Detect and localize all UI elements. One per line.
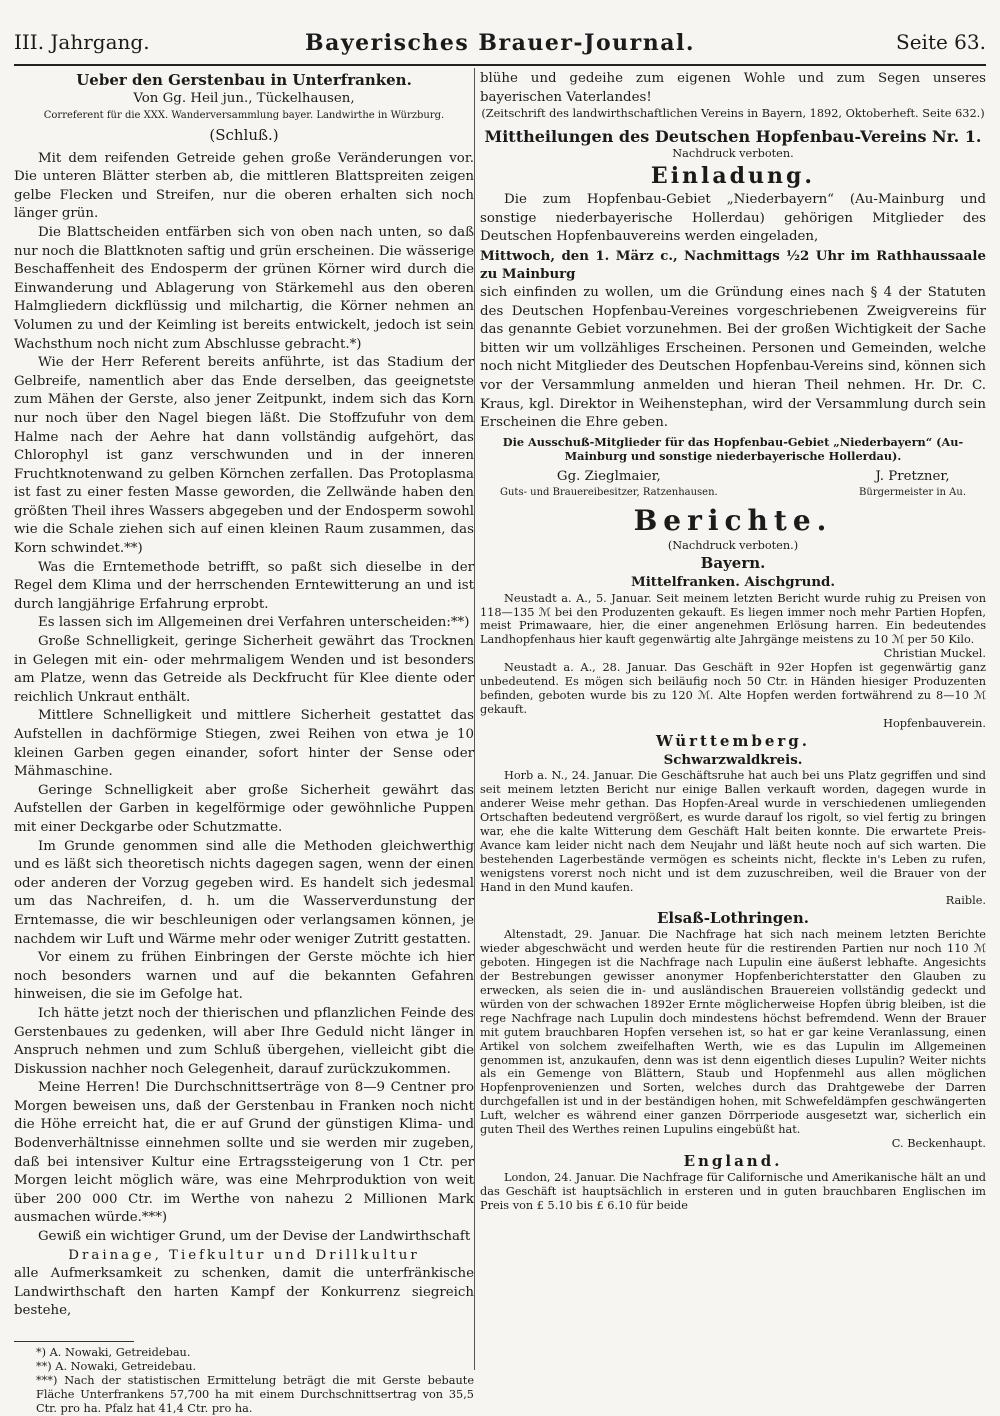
journal-title: Bayerisches Brauer-Journal. xyxy=(305,30,695,56)
conclusion-label: (Schluß.) xyxy=(209,125,279,144)
footnotes xyxy=(14,1346,474,1416)
paragraph: Gewiß ein wichtiger Grund, um der Devise der Landwirthschaft xyxy=(38,1229,471,1245)
paragraph: Mit dem reifenden Getreide gehen große Veränderungen vor. Die unteren Blätter sterben ab, die mittleren Blattspreiten zeigen gelbe Flecken und Streifen, nur die oberen erhalten sich noch länger grün. xyxy=(14,150,474,222)
article-author-role: Correferent für die XXX. Wanderversammlung bayer. Landwirthe in Würzburg. xyxy=(43,109,445,121)
paragraph: Die Blattscheiden entfärben sich von oben nach unten, so daß nur noch die Blattknoten saftig und grün erscheinen. Die wässerige Beschaffenheit des Endosperm der grünen Körner wird durch die Einwanderung und Ablagerung von Stärkemehl aus den oberen Halmgliedern dickflüssig und milchartig, die Körner nehmen an Volumen zu und der Keimling ist bereits entwickelt, jedoch ist sein Wachsthum noch nicht zum Abschlusse gebracht.*) xyxy=(14,224,474,352)
report: Altenstadt, 29. Januar. Die Nachfrage hat sich nach meinem letzten Berichte wieder abgeschwächt und werden heute für die restirenden Partien nur noch 110 ℳ geboten. Hingegen ist die Nachfrage nach Lupulin eine äußerst lebhafte. Angesichts der Bestrebungen gewisser anonymer Hopfenberichterstatter den Glauben zu erwecken, als seien die in- und ausländischen Brauereien vollständig gedeckt und würden von der schwachen 1892er Ernte möglicherweise Hopfen übrig bleiben, ist die rege Nachfrage nach Lupulin doch mindestens höchst befremdend. Wenn der Brauer mit gutem brauchbaren Hopfen versehen ist, so hat er gar keine Veranlassung, einen Artikel von solchem zweifelhaften Werth, wie es das Lupulin im Allgemeinen genommen ist, anzukaufen, denn was ist denn eigentlich dieses Lupulin? Weiter nichts als ein Gemenge von Blättern, Staub und Hopfenmehl aus allen möglichen Hopfenprovenienzen und Sorten, welches durch das Drahtgewebe der Darren durchgefallen ist und in der beständigen hohen, mit Schwefeldämpfen geschwängerten Luft, welcher es während einer ganzen Dörrperiode ausgesetzt war, sicherlich ein guten Theil des Werthes reinen Lupulins eingebüßt hat. xyxy=(480,928,986,1137)
signature-name: Gg. Zieglmaier, xyxy=(556,468,661,484)
region-heading: England. xyxy=(683,1151,783,1170)
footnote: ***) Nach der statistischen Ermittelung beträgt die mit Gerste bebaute Fläche Unterfrankens 57,700 ha mit einem Durchschnittsertrag von 35,5 Ctr. pro ha. Pfalz hat 41,4 Ctr. pro ha. xyxy=(36,1373,474,1415)
paragraph: Meine Herren! Die Durchschnittserträge von 8—9 Centner pro Morgen beweisen uns, daß der Gerstenbau in Franken noch nicht die Höhe erreicht hat, die er auf Grund der günstigen Klima- und Bodenverhältnisse einnehmen sollte und sie werden mir zugeben, daß bei intensiver Kultur eine Ertragssteigerung von 1 Ctr. per Morgen leicht möglich wäre, was eine Mehrproduktion von weit über 200 000 Ctr. im Werthe von nahezu 2 Millionen Mark ausmachen würde.***) xyxy=(14,1080,474,1226)
left-column xyxy=(14,70,474,1416)
article-title: Ueber den Gerstenbau in Unterfranken. xyxy=(76,71,412,89)
reprint-notice: Nachdruck verboten. xyxy=(672,147,794,161)
paragraph: Wie der Herr Referent bereits anführte, ist das Stadium der Gelbreife, namentlich aber das Ende derselben, das geeignetste zum Mähen der Gerste, also jener Zeitpunkt, indem sich das Korn nur noch über den Nagel biegen läßt. Die Stoffzufuhr von dem Halme nach der Aehre hat dann vollständig aufgehört, das Chlorophyl ist ganz verschwunden und in der inneren Fruchtknotenwand zu gelben Körnchen zerfallen. Das Protoplasma ist fast zu einer festen Masse geworden, die Zellwände haben den größten Theil ihres Wassers abgegeben und der Endosperm sowohl wie die Schale ziehen sich auf einen kleinen Raum zusammen, das Korn schwindet.**) xyxy=(14,355,474,557)
right-column xyxy=(480,70,986,1213)
footnote-rule xyxy=(14,1341,134,1342)
report: London, 24. Januar. Die Nachfrage für Californische und Amerikanische hält an und das Geschäft ist hauptsächlich in ersteren und in guten brauchbaren Englischen im Preis von £ 5.10 bis £ 6.10 für beide xyxy=(480,1170,986,1212)
report-signature: C. Beckenhaupt. xyxy=(891,1136,986,1150)
signature-role: Bürgermeister in Au. xyxy=(859,487,966,499)
footnote: **) A. Nowaki, Getreidebau. xyxy=(36,1359,197,1373)
column-divider xyxy=(474,68,475,1370)
paragraph: Große Schnelligkeit, geringe Sicherheit gewährt das Trocknen in Gelegen mit ein- oder mehrmaligem Wenden und ist besonders am Platze, wenn das Getreide als Deckfrucht für Klee diente oder reichlich Unkraut enthält. xyxy=(14,634,474,705)
paragraph: Es lassen sich im Allgemeinen drei Verfahren unterscheiden:**) xyxy=(38,615,470,631)
subregion-heading: Schwarzwaldkreis. xyxy=(663,751,803,768)
invitation-text: Die zum Hopfenbau-Gebiet „Niederbayern“ (Au-Mainburg und sonstige niederbayerische Hollerdau) gehörigen Mitglieder des Deutschen Hopfenbauvereins werden eingeladen, xyxy=(480,192,986,245)
footnote: *) A. Nowaki, Getreidebau. xyxy=(36,1346,191,1359)
motto: Drainage, Tiefkultur und Drillkultur xyxy=(68,1247,420,1263)
report: Neustadt a. A., 28. Januar. Das Geschäft in 92er Hopfen ist gegenwärtig ganz unbedeutend. Es mögen sich beiläufig noch 50 Ctr. in Händen hiesiger Produzenten befinden, geboten wurde bis zu 120 ℳ. Alte Hopfen werden fortwährend zu 8—10 ℳ gekauft. xyxy=(480,661,986,716)
paragraph: Ich hätte jetzt noch der thierischen und pflanzlichen Feinde des Gerstenbaues zu gedenken, will aber Ihre Geduld nicht länger in Anspruch nehmen und zum Schluß übergehen, vielleicht gibt die Diskussion nachher noch Gelegenheit, darauf zurückzukommen. xyxy=(14,1005,474,1077)
report: Neustadt a. A., 5. Januar. Seit meinem letzten Bericht wurde ruhig zu Preisen von 118—135 ℳ bei den Produzenten gekauft. Es liegen immer noch mehr Partien Hopfen, meist Primawaare, hier, die einer angenehmen Erlösung harren. Ein bedeutendes Landhopfenhaus hier kauft gegenwärtig alte Jahrgänge meistens zu 10 ℳ per 50 Kilo. xyxy=(480,591,986,647)
paragraph: Was die Erntemethode betrifft, so paßt sich dieselbe in der Regel dem Klima und der herrschenden Erntewitterung an und ist durch langjährige Erfahrung erprobt. xyxy=(14,559,474,612)
paragraph: Vor einem zu frühen Einbringen der Gerste möchte ich hier noch besonders warnen und auf die bekannten Gefahren hinweisen, die sie im Gefolge hat. xyxy=(14,950,474,1003)
reports-heading: Berichte. xyxy=(633,504,833,538)
volume-label: III. Jahrgang. xyxy=(14,30,150,54)
signature-role: Guts- und Brauereibesitzer, Ratzenhausen. xyxy=(500,487,718,499)
region-heading: Bayern. xyxy=(700,554,766,573)
report-signature: Raible. xyxy=(945,894,986,908)
invitation-heading: Einladung. xyxy=(650,163,816,189)
signature-name: J. Pretzner, xyxy=(875,468,950,484)
closing-paragraph: alle Aufmerksamkeit zu schenken, damit die unterfränkische Landwirthschaft den harten Kampf der Konkurrenz siegreich bestehe, xyxy=(14,1266,474,1319)
reprint-notice: (Nachdruck verboten.) xyxy=(667,539,799,553)
article-byline: Von Gg. Heil jun., Tückelhausen, xyxy=(133,91,355,106)
report-signature: Christian Muckel. xyxy=(883,647,986,661)
region-heading: Elsaß-Lothringen. xyxy=(657,909,809,928)
invitation-date: Mittwoch, den 1. März c., Nachmittags ½2 Uhr im Rathhaussaale zu Mainburg xyxy=(480,247,986,283)
continued-text: blühe und gedeihe zum eigenen Wohle und zum Segen unseres bayerischen Vaterlandes! xyxy=(480,71,986,105)
committee-line: Die Ausschuß-Mitglieder für das Hopfenbau-Gebiet „Niederbayern“ (Au-Mainburg und sonstige niederbayerische Hollerdau). xyxy=(502,434,964,463)
masthead xyxy=(14,28,986,66)
paragraph: Geringe Schnelligkeit aber große Sicherheit gewährt das Aufstellen der Garben in kegelförmige oder gewöhnliche Puppen mit einer Deckgarbe oder Schutzmatte. xyxy=(14,782,474,835)
signatures xyxy=(480,468,986,500)
paragraph: Im Grunde genommen sind alle die Methoden gleichwerthig und es läßt sich theoretisch nichts dagegen sagen, wenn der einen oder anderen der Vorzug gegeben wird. Es handelt sich jedesmal um das Nachreifen, d. h. um die Wasserverdunstung der Erntemasse, die wir beschleunigen oder verlangsamen können, je nachdem wir Luft und Wärme mehr oder weniger Zutritt gestatten. xyxy=(14,838,474,947)
section-title: Mittheilungen des Deutschen Hopfenbau-Vereins Nr. 1. xyxy=(484,127,982,147)
invitation-body: sich einfinden zu wollen, um die Gründung eines nach § 4 der Statuten des Deutschen Hopfenbau-Vereines vorgeschriebenen Zweigvereins für das genannte Gebiet vorzunehmen. Bei der großen Wichtigkeit der Sache bitten wir um vollzähliges Erscheinen. Personen und Gemeinden, welche noch nicht Mitglieder des Deutschen Hopfenbau-Vereins sind, können sich vor der Versammlung anmelden und hieran Theil nehmen. Hr. Dr. C. Kraus, kgl. Direktor in Weihenstephan, wird der Versammlung durch sein Erscheinen die Ehre geben. xyxy=(480,284,986,431)
paragraph: Mittlere Schnelligkeit und mittlere Sicherheit gestattet das Aufstellen in dachförmige Stiegen, zwei Reihen von etwa je 10 kleinen Garben gegen einander, sofort hinter der Sense oder Mähmaschine. xyxy=(14,708,474,780)
region-heading: Württemberg. xyxy=(656,731,810,750)
report-signature: Hopfenbauverein. xyxy=(883,716,986,730)
report: Horb a. N., 24. Januar. Die Geschäftsruhe hat auch bei uns Platz gegriffen und sind seit meinem letzten Bericht nur einige Ballen verkauft worden, dagegen wurde in anderer Weise mehr gethan. Das Hopfen-Areal wurde in verschiedenen umliegenden Ortschaften bedeutend vergrößert, es wurde darauf los rigolt, so viel fertig zu bringen war, ehe die kalte Witterung dem Geschäft Halt beiten konnte. Die erwartete Preis-Avance kam leider nicht nach dem Neujahr und läßt heute noch auf sich warten. Die bestehenden Lagerbestände vermögen es scheints nicht, fleckte in's Leben zu rufen, wenigstens vorerst noch nicht und ist dem zuzuschreiben, weil die Brauer von der Hand in den Mund kaufen. xyxy=(480,769,986,894)
subregion-heading: Mittelfranken. Aischgrund. xyxy=(630,574,836,591)
source-citation: (Zeitschrift des landwirthschaftlichen Vereins in Bayern, 1892, Oktoberheft. Seite 632.) xyxy=(481,107,985,121)
page-number: Seite 63. xyxy=(896,30,986,54)
